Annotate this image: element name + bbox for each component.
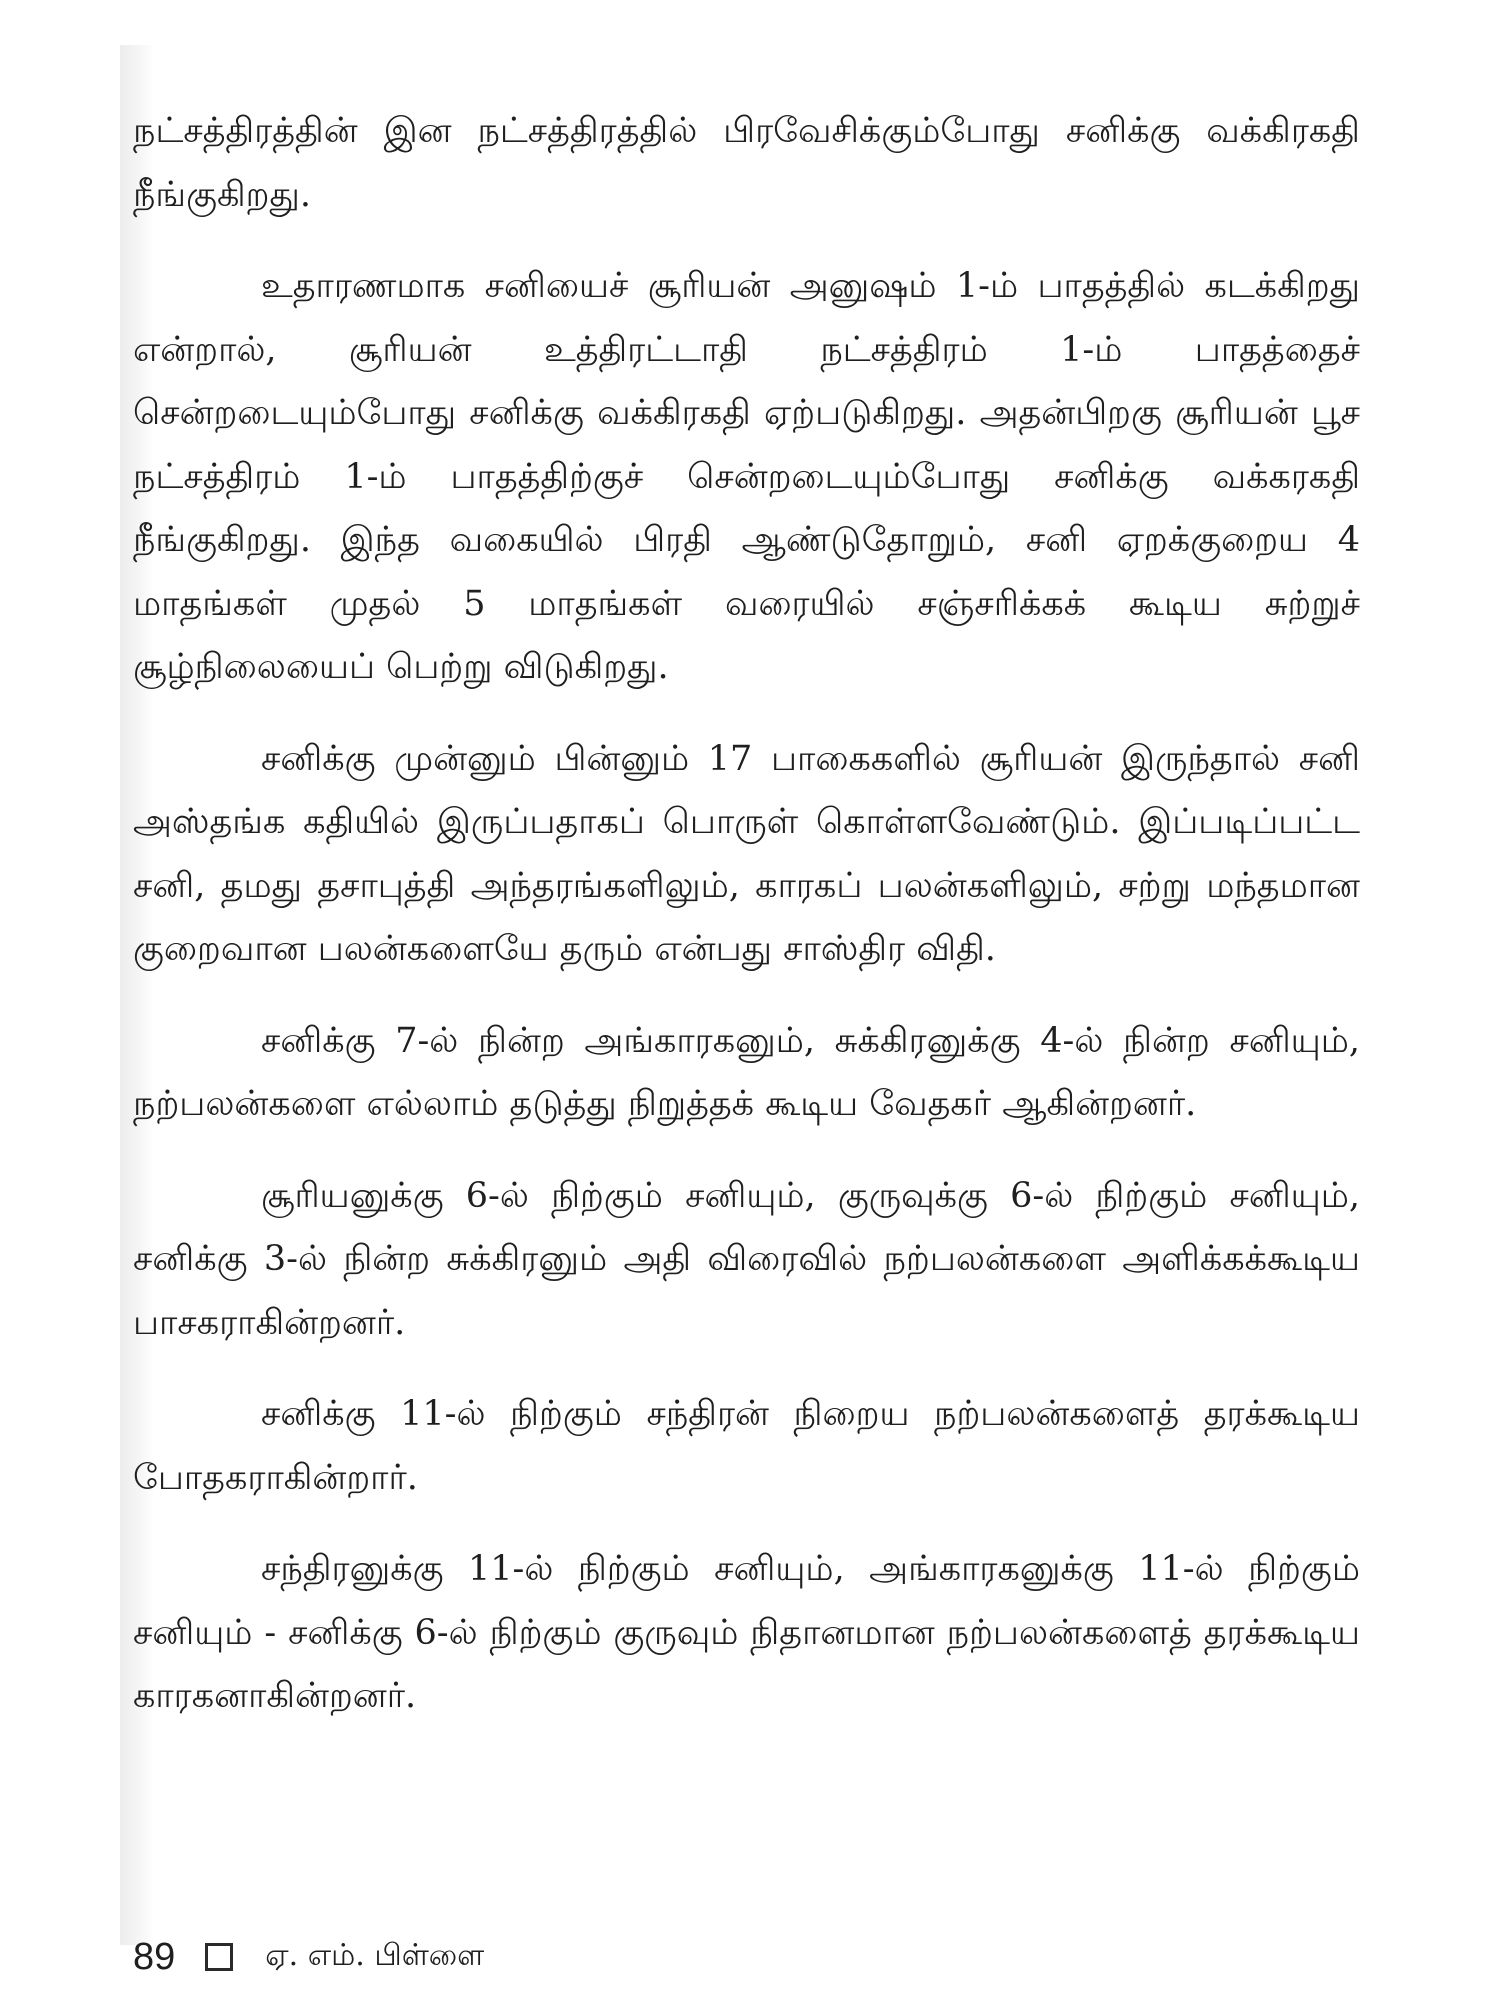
paragraph-2: உதாரணமாக சனியைச் சூரியன் அனுஷம் 1-ம் பாதத்தில் கடக்கிறது என்றால், சூரியன் உத்திரட்டாதி நட்சத்திரம் 1-ம் பாதத்தைச் சென்றடையும்போது சனிக்கு வக்கிரகதி ஏற்படுகிறது. அதன்பிறகு சூரியன் பூச நட்சத்திரம் 1-ம் பாதத்திற்குச் சென்றடையும்போது சனிக்கு வக்கரகதி நீங்குகிறது. இந்த வகையில் பிரதி ஆண்டுதோறும், சனி ஏறக்குறைய 4 மாதங்கள் முதல் 5 மாதங்கள் வரையில் சஞ்சரிக்கக் கூடிய சுற்றுச் சூழ்நிலையைப் பெற்று விடுகிறது. <box>133 266 1360 687</box>
page-footer <box>133 1932 484 1982</box>
square-separator-icon <box>205 1943 233 1971</box>
paragraph-1: நட்சத்திரத்தின் இன நட்சத்திரத்தில் பிரவேசிக்கும்போது சனிக்கு வக்கிரகதி நீங்குகிறது. <box>133 111 1360 215</box>
author-name: ஏ. எம். பிள்ளை <box>265 1937 485 1973</box>
paragraph-4: சனிக்கு 7-ல் நின்ற அங்காரகனும், சுக்கிரனுக்கு 4-ல் நின்ற சனியும், நற்பலன்களை எல்லாம் தடுத்து நிறுத்தக் கூடிய வேதகர் ஆகின்றனர். <box>133 1020 1360 1124</box>
page-number: 89 <box>133 1935 176 1978</box>
body-text <box>133 100 1360 1757</box>
paragraph-7: சந்திரனுக்கு 11-ல் நிற்கும் சனியும், அங்காரகனுக்கு 11-ல் நிற்கும் சனியும் - சனிக்கு 6-ல் நிற்கும் குருவும் நிதானமான நற்பலன்களைத் தரக்கூடிய காரகனாகின்றனர். <box>133 1549 1360 1716</box>
paragraph-5: சூரியனுக்கு 6-ல் நிற்கும் சனியும், குருவுக்கு 6-ல் நிற்கும் சனியும், சனிக்கு 3-ல் நின்ற சுக்கிரனும் அதி விரைவில் நற்பலன்களை அளிக்கக்கூடிய பாசகராகின்றனர். <box>133 1175 1360 1343</box>
paragraph-3: சனிக்கு முன்னும் பின்னும் 17 பாகைகளில் சூரியன் இருந்தால் சனி அஸ்தங்க கதியில் இருப்பதாகப் பொருள் கொள்ளவேண்டும். இப்படிப்பட்ட சனி, தமது தசாபுத்தி அந்தரங்களிலும், காரகப் பலன்களிலும், சற்று மந்தமான குறைவான பலன்களையே தரும் என்பது சாஸ்திர விதி. <box>133 738 1360 969</box>
paragraph-6: சனிக்கு 11-ல் நிற்கும் சந்திரன் நிறைய நற்பலன்களைத் தரக்கூடிய போதகராகின்றார். <box>133 1394 1360 1498</box>
